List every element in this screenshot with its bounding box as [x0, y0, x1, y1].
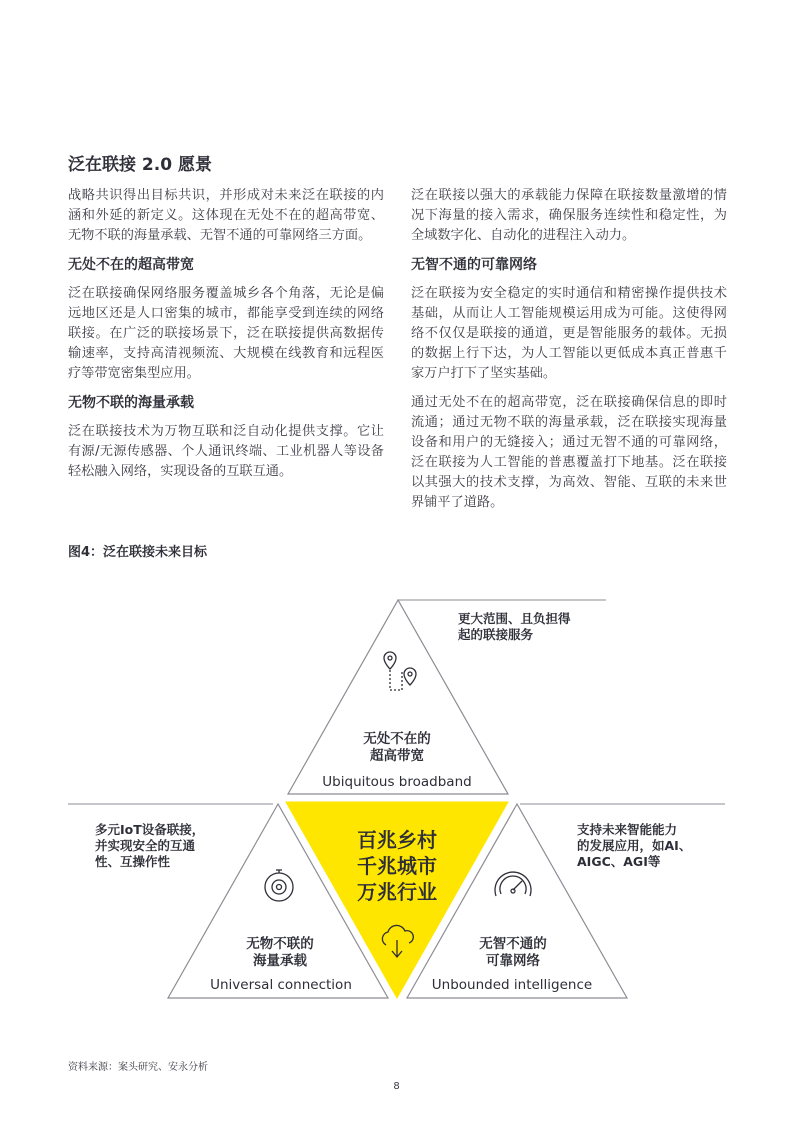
top-triangle-label — [337, 731, 457, 765]
top-annotation-line1: 更大范围、且负担得 — [458, 611, 571, 626]
right-annotation-line2: 的发展应用，如AI、 — [577, 838, 692, 853]
figure-caption: 图4：泛在联接未来目标 — [68, 545, 208, 560]
right-column — [411, 186, 727, 522]
left-annotation-line3: 性、互操作性 — [95, 854, 171, 869]
gear-timer-icon — [265, 870, 293, 901]
center-line1: 百兆乡村 — [357, 828, 437, 852]
left-triangle-label — [220, 936, 340, 970]
top-triangle-english: Ubiquitous broadband — [322, 774, 472, 790]
top-label-line1: 无处不在的 — [363, 731, 431, 747]
page-number: 8 — [393, 1081, 400, 1092]
source-note: 资料来源：案头研究、安永分析 — [68, 1062, 208, 1073]
left-triangle-english: Universal connection — [210, 977, 352, 993]
diagram-lines — [0, 590, 793, 1020]
paragraph-reliable-network: 泛在联接为安全稳定的实时通信和精密操作提供技术基础，从而让人工智能规模运用成为可能。这使得网络不仅仅是联接的通道，更是智能服务的载体。无损的数据上行下达，为人工智能以更低成本真正普惠千家万户打下了坚实基础。 — [411, 286, 727, 381]
left-column — [68, 186, 384, 491]
right-label-line1: 无智不通的 — [479, 936, 547, 952]
center-label — [337, 827, 457, 905]
speedometer-icon — [495, 872, 531, 896]
right-triangle-english: Unbounded intelligence — [431, 977, 593, 993]
paragraph-broadband: 泛在联接确保网络服务覆盖城乡各个角落，无论是偏远地区还是人口密集的城市，都能享受到连续的网络联接。在广泛的联接场景下，泛在联接提供高数据传输速率，支持高清视频流、大规模在线教育和远程医疗等带宽密集型应用。 — [68, 286, 384, 381]
right-label-line2: 可靠网络 — [486, 953, 540, 969]
left-annotation-line2: 并实现安全的互通 — [95, 838, 196, 853]
left-label-line1: 无物不联的 — [246, 936, 314, 952]
left-annotation-line1: 多元IoT设备联接， — [95, 822, 205, 837]
right-triangle-label — [453, 936, 573, 970]
location-pins-icon — [384, 652, 416, 690]
right-annotation-line1: 支持未来智能能力 — [577, 822, 678, 837]
paragraph-capacity: 泛在联接以强大的承载能力保障在联接数量激增的情况下海量的接入需求，确保服务连续性和稳定性，为全域数字化、自动化的进程注入动力。 — [411, 188, 727, 243]
triangle-diagram — [0, 590, 793, 1020]
left-label-line2: 海量承载 — [253, 953, 307, 969]
intro-paragraph: 战略共识得出目标共识，并形成对未来泛在联接的内涵和外延的新定义。这体现在无处不在的超高带宽、无物不联的海量承载、无智不通的可靠网络三方面。 — [68, 188, 384, 243]
paragraph-summary: 通过无处不在的超高带宽，泛在联接确保信息的即时流通；通过无物不联的海量承载，泛在联接实现海量设备和用户的无缝接入；通过无智不通的可靠网络，泛在联接为人工智能的普惠覆盖打下地基。泛在联接以其强大的技术支撑，为高效、智能、互联的未来世界铺平了道路。 — [411, 395, 727, 510]
center-line2: 千兆城市 — [357, 854, 437, 878]
top-annotation-line2: 起的联接服务 — [458, 627, 534, 642]
right-annotation-line3: AIGC、AGI等 — [577, 854, 661, 869]
left-annotation — [95, 822, 204, 870]
center-line3: 万兆行业 — [357, 880, 437, 904]
heading-reliable-network: 无智不通的可靠网络 — [411, 257, 537, 273]
section-title: 泛在联接 2.0 愿景 — [68, 155, 212, 175]
top-label-line2: 超高带宽 — [370, 748, 424, 764]
heading-ubiquitous-broadband: 无处不在的超高带宽 — [68, 257, 194, 273]
heading-universal-connection: 无物不联的海量承载 — [68, 395, 194, 411]
paragraph-connection: 泛在联接技术为万物互联和泛自动化提供支撑。它让有源/无源传感器、个人通讯终端、工业机器人等设备轻松融入网络，实现设备的互联互通。 — [68, 424, 384, 479]
right-annotation — [577, 822, 691, 870]
top-annotation — [458, 611, 571, 643]
